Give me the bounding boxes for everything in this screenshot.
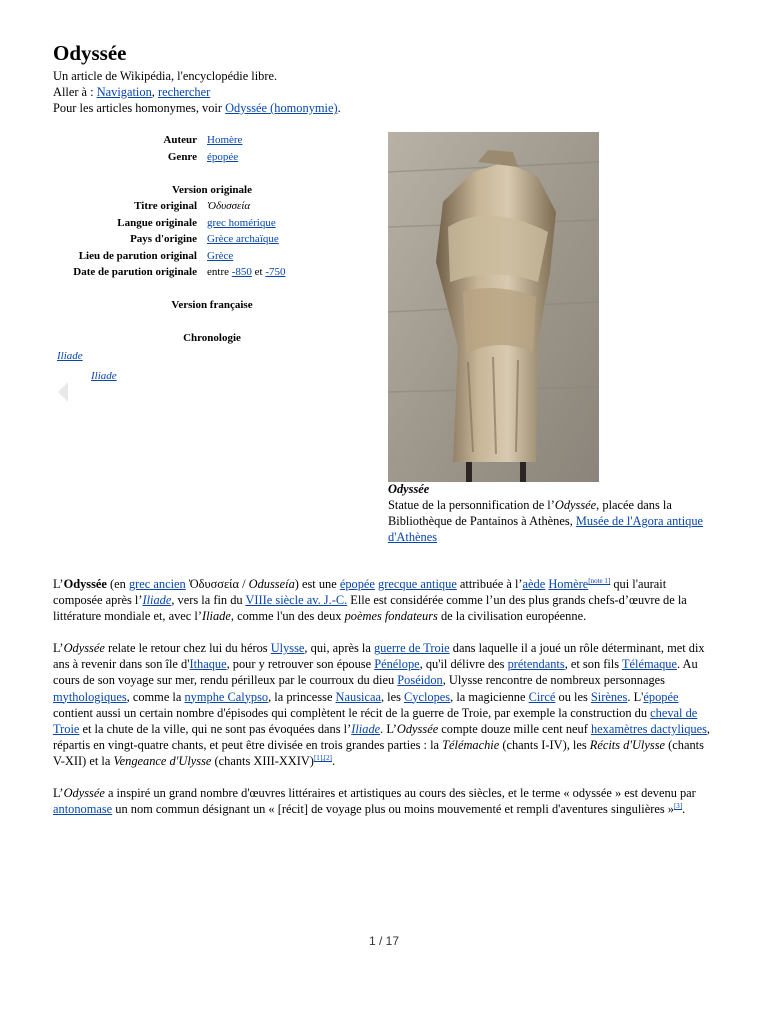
french-version-heading: Version française xyxy=(171,299,253,311)
chronology-previous-link[interactable]: Iliade xyxy=(57,350,83,362)
navigation-link[interactable]: Navigation xyxy=(96,85,152,99)
text: , la magicienne xyxy=(450,689,529,704)
orig-title-value: Ὀδυσσεία xyxy=(207,200,251,212)
link-cyclopes[interactable]: Cyclopes xyxy=(404,689,451,704)
link-viiie-siecle[interactable]: VIIIe siècle av. J.-C. xyxy=(245,593,348,608)
infobox-row-orig-lang xyxy=(53,215,383,232)
infobox-row-country xyxy=(53,231,383,248)
author-label: Auteur xyxy=(163,134,197,146)
caption-museum-link[interactable]: Musée de l'Agora antique d'Athènes xyxy=(388,514,704,544)
link-epopee[interactable]: épopée xyxy=(339,577,375,591)
text-italic: Odusseía xyxy=(248,577,295,591)
orig-lang-link[interactable]: grec homérique xyxy=(207,216,276,229)
text: a inspiré un grand nombre d'œuvres littéraires et artistiques au cours des siècles, et le terme « odyssée » est devenu par xyxy=(104,786,696,801)
date-to-link[interactable]: -750 xyxy=(265,266,286,278)
country-link[interactable]: Grèce archaïque xyxy=(207,233,279,245)
link-poseidon[interactable]: Poséidon xyxy=(397,673,443,688)
text-italic: Vengeance d'Ulysse xyxy=(113,753,212,768)
text: de la civilisation européenne. xyxy=(437,609,587,624)
text: . xyxy=(332,753,336,768)
link-homere[interactable]: Homère xyxy=(548,577,589,591)
text-italic: Odyssée xyxy=(63,786,105,801)
text: , comme la xyxy=(126,689,185,704)
text: Elle est considérée comme l’un des plus grands chefs-d’œuvre de la littérature mondiale et, avec l’ xyxy=(53,593,687,624)
text: , les xyxy=(380,689,405,704)
text: , qu'il délivre des xyxy=(419,657,508,672)
author-link[interactable]: Homère xyxy=(207,134,243,146)
text: , vers la fin du xyxy=(171,593,246,608)
article-body xyxy=(53,576,713,833)
link-circe[interactable]: Circé xyxy=(528,689,556,704)
text: . L’ xyxy=(380,721,397,736)
figure-caption xyxy=(388,481,710,545)
date-prefix: entre xyxy=(207,266,232,278)
link-penelope[interactable]: Pénélope xyxy=(374,657,420,672)
page-title: Odyssée xyxy=(53,41,127,65)
text: , répartis en vingt-quatre chants, et peut être divisée en trois grandes parties : la xyxy=(53,721,711,752)
orig-lang-label: Langue originale xyxy=(117,216,197,229)
genre-link[interactable]: épopée xyxy=(207,150,239,163)
text: dans laquelle il a joué un rôle déterminant, met dix ans à revenir dans son île d' xyxy=(53,641,705,672)
original-version-heading: Version originale xyxy=(172,183,252,196)
article-header xyxy=(53,68,341,116)
caption-text-1: Statue de la personnification de l’ xyxy=(388,498,555,512)
homonym-link[interactable]: Odyssée (homonymie) xyxy=(225,101,338,115)
text-italic: poèmes fondateurs xyxy=(344,609,438,624)
text: ou les xyxy=(555,689,591,704)
text: , comme l'un des deux xyxy=(230,609,345,624)
text-italic: Iliade xyxy=(201,609,231,624)
left-arrow-icon xyxy=(58,382,68,402)
link-cheval-de-troie[interactable]: cheval de Troie xyxy=(53,705,698,736)
text: , Ulysse rencontre de nombreux personnages xyxy=(442,673,665,688)
paragraph-intro xyxy=(53,576,713,624)
genre-label: Genre xyxy=(167,150,197,163)
country-label: Pays d'origine xyxy=(130,233,197,245)
infobox-row-date xyxy=(53,264,383,281)
text: , et son fils xyxy=(564,657,622,672)
orig-title-label: Titre original xyxy=(134,200,197,212)
infobox-row-genre xyxy=(53,149,383,166)
link-pretendants[interactable]: prétendants xyxy=(507,657,565,672)
goto-prefix: Aller à : xyxy=(53,85,97,99)
infobox-row-place xyxy=(53,248,383,265)
text: . L' xyxy=(627,689,644,704)
statue-photo[interactable] xyxy=(388,132,599,482)
text: attribuée à l’ xyxy=(456,577,523,591)
article-subtitle: Un article de Wikipédia, l'encyclopédie libre. xyxy=(53,69,278,83)
link-telemaque[interactable]: Télémaque xyxy=(621,657,677,672)
link-guerre-de-troie[interactable]: guerre de Troie xyxy=(373,641,450,656)
text: qui l'aurait composée après l’ xyxy=(53,577,667,608)
text: (chants I-IV), les xyxy=(499,737,590,752)
text: L’ xyxy=(53,786,64,801)
text: (en xyxy=(106,577,129,591)
caption-text-2: , placée dans la Bibliothèque de Pantainos à Athènes, xyxy=(388,498,672,528)
link-antonomase[interactable]: antonomase xyxy=(53,802,113,817)
place-link[interactable]: Grèce xyxy=(207,249,234,262)
infobox xyxy=(53,132,383,382)
paragraph-legacy xyxy=(53,785,713,817)
text-bold: Odyssée xyxy=(63,577,107,591)
link-nymphe-calypso[interactable]: nymphe Calypso xyxy=(184,689,269,704)
text: . Au cours de son voyage sur mer, rendu périlleux par le courroux du dieu xyxy=(53,657,698,688)
text: L’ xyxy=(53,577,64,591)
caption-title: Odyssée xyxy=(388,482,430,496)
link-aede[interactable]: aède xyxy=(522,577,546,591)
link-ithaque[interactable]: Ithaque xyxy=(189,657,227,672)
footnote-note-1[interactable]: [note 1] xyxy=(588,576,611,585)
homonym-line xyxy=(53,100,341,116)
date-from-link[interactable]: -850 xyxy=(231,266,252,278)
link-epopee-2[interactable]: épopée xyxy=(643,689,679,704)
text: Ὀδυσσεία / xyxy=(185,577,249,591)
infobox-row-orig-title xyxy=(53,198,383,215)
text: ) est une xyxy=(294,577,340,591)
text: contient aussi un certain nombre d'épisodes qui complètent le récit de la guerre de Troie, par exemple la construction du xyxy=(53,705,651,720)
text: L’ xyxy=(53,641,64,656)
text: . xyxy=(682,802,686,817)
homonym-suffix: . xyxy=(337,101,341,115)
text-italic: Récits d'Ulysse xyxy=(589,737,666,752)
text: et la chute de la ville, qui ne sont pas évoquées dans l’ xyxy=(79,721,352,736)
goto-separator: , xyxy=(151,85,158,99)
footnote-1-2[interactable]: [1],[2] xyxy=(313,753,333,762)
footnote-3[interactable]: [3] xyxy=(673,802,683,810)
link-grec-ancien[interactable]: grec ancien xyxy=(128,577,186,591)
text: un nom commun désignant un « [récit] de voyage plus ou moins mouvementé et rempli d'aventures singulières » xyxy=(112,802,674,817)
date-mid: et xyxy=(251,266,266,278)
link-nausicaa[interactable]: Nausicaa xyxy=(335,689,381,704)
text: (chants XIII-XXIV) xyxy=(211,753,314,768)
text: , la princesse xyxy=(268,689,336,704)
homonym-prefix: Pour les articles homonymes, voir xyxy=(53,101,226,115)
goto-line xyxy=(53,84,341,100)
text-italic: Odyssée xyxy=(63,641,105,656)
link-iliade[interactable]: Iliade xyxy=(142,593,172,608)
text-italic: Odyssée xyxy=(396,721,439,736)
text: , pour y retrouver son épouse xyxy=(226,657,375,672)
search-link[interactable]: rechercher xyxy=(157,85,211,99)
link-mythologiques[interactable]: mythologiques xyxy=(53,689,127,704)
chronology-heading: Chronologie xyxy=(183,332,241,344)
date-label: Date de parution originale xyxy=(73,266,197,278)
text: compte douze mille cent neuf xyxy=(438,721,591,736)
page-counter: 1 / 17 xyxy=(368,934,400,948)
link-sirenes[interactable]: Sirènes xyxy=(590,689,628,704)
paragraph-summary xyxy=(53,640,713,769)
link-hexametres[interactable]: hexamètres dactyliques xyxy=(590,721,707,736)
chronology-current-link[interactable]: Iliade xyxy=(91,370,117,382)
infobox-row-author xyxy=(53,132,383,149)
text: (chants V-XII) et la xyxy=(53,737,704,768)
figure xyxy=(388,132,710,545)
text: relate le retour chez lui du héros xyxy=(104,641,271,656)
text: , qui, après la xyxy=(304,641,374,656)
link-iliade-2[interactable]: Iliade xyxy=(351,721,381,736)
link-ulysse[interactable]: Ulysse xyxy=(270,641,305,656)
text-italic: Télémachie xyxy=(442,737,500,752)
link-grecque-antique[interactable]: grecque antique xyxy=(378,577,457,591)
place-label: Lieu de parution original xyxy=(78,249,197,262)
caption-italic: Odyssée xyxy=(554,498,597,512)
